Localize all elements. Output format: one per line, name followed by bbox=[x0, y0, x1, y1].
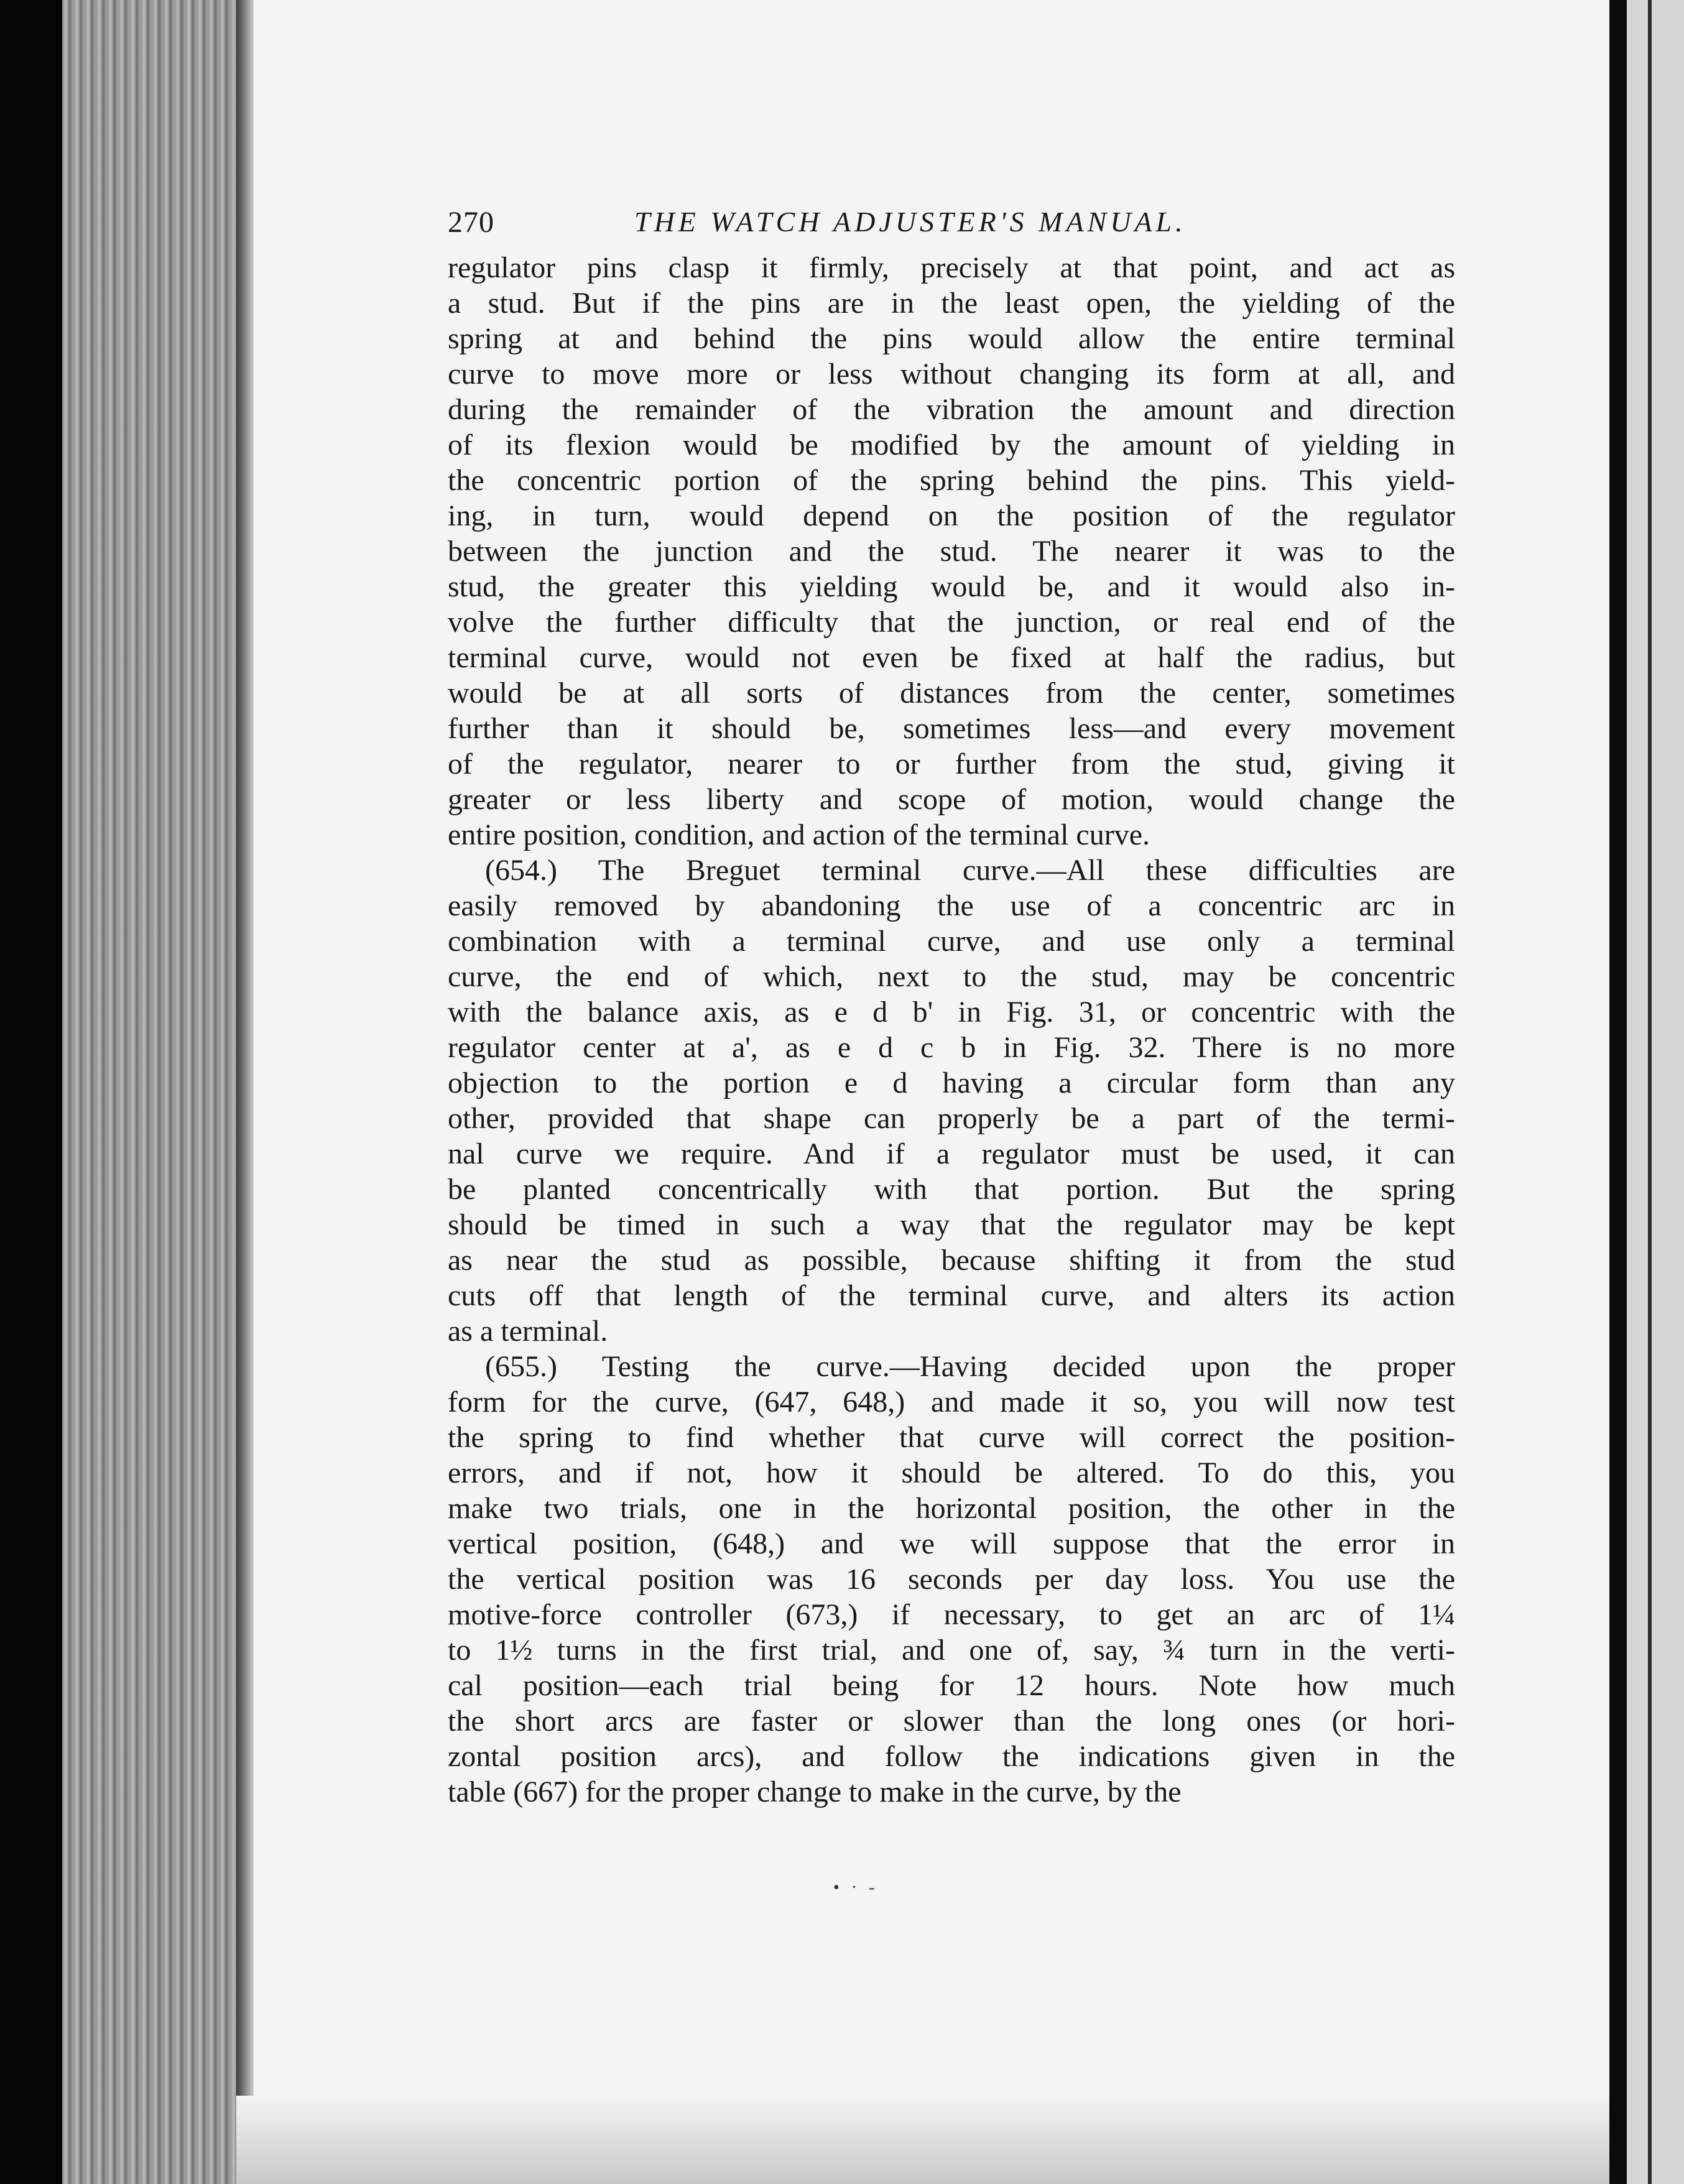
text-line: greater or less liberty and scope of motion, would change the bbox=[448, 783, 1455, 816]
text-line: should be timed in such a way that the regulator may be kept bbox=[448, 1208, 1455, 1241]
text-line: ing, in turn, would depend on the position of the regulator bbox=[448, 499, 1455, 532]
book-page bbox=[448, 205, 1455, 1810]
text-line: between the junction and the stud. The nearer it was to the bbox=[448, 535, 1455, 568]
text-line: the spring to find whether that curve will correct the position- bbox=[448, 1421, 1455, 1454]
text-line: regulator pins clasp it firmly, precisely at that point, and act as bbox=[448, 251, 1455, 284]
page-number: 270 bbox=[448, 206, 494, 239]
text-line: be planted concentrically with that portion. But the spring bbox=[448, 1173, 1455, 1206]
scan-border-left bbox=[0, 0, 62, 2184]
text-line: the short arcs are faster or slower than the long ones (or hori- bbox=[448, 1705, 1455, 1737]
text-line: terminal curve, would not even be fixed at half the radius, but bbox=[448, 641, 1455, 674]
text-line: errors, and if not, how it should be altered. To do this, you bbox=[448, 1456, 1455, 1489]
text-line: table (667) for the proper change to make in the curve, by the bbox=[448, 1775, 1182, 1808]
scan-gutter-right bbox=[1609, 0, 1627, 2184]
text-line: vertical position, (648,) and we will suppose that the error in bbox=[448, 1527, 1455, 1560]
text-line: entire position, condition, and action of the terminal curve. bbox=[448, 818, 1150, 851]
text-line: as near the stud as possible, because shifting it from the stud bbox=[448, 1244, 1455, 1277]
text-line: (654.) The Breguet terminal curve.—All these difficulties are bbox=[485, 854, 1455, 887]
text-line: (655.) Testing the curve.—Having decided upon the proper bbox=[485, 1350, 1455, 1383]
text-line: the vertical position was 16 seconds per day loss. You use the bbox=[448, 1563, 1455, 1596]
text-line: volve the further difficulty that the junction, or real end of the bbox=[448, 606, 1455, 639]
page-footer-marks: • · - bbox=[833, 1878, 879, 1897]
text-line: to 1½ turns in the first trial, and one of, say, ¾ turn in the verti- bbox=[448, 1634, 1455, 1667]
text-line: as a terminal. bbox=[448, 1315, 608, 1348]
page-header bbox=[448, 205, 1455, 250]
text-line: easily removed by abandoning the use of a concentric arc in bbox=[448, 889, 1455, 922]
text-line: combination with a terminal curve, and use only a terminal bbox=[448, 925, 1455, 958]
text-line: objection to the portion e d having a circular form than any bbox=[448, 1067, 1455, 1099]
text-line: further than it should be, sometimes less—and every movement bbox=[448, 712, 1455, 745]
text-line: zontal position arcs), and follow the indications given in the bbox=[448, 1740, 1455, 1773]
book-page-edges bbox=[62, 0, 249, 2184]
text-line: curve to move more or less without changing its form at all, and bbox=[448, 358, 1455, 391]
text-line: during the remainder of the vibration the amount and direction bbox=[448, 393, 1455, 426]
text-line: make two trials, one in the horizontal position, the other in the bbox=[448, 1492, 1455, 1525]
facing-page-line bbox=[1648, 0, 1652, 2184]
text-line: of its flexion would be modified by the amount of yielding in bbox=[448, 428, 1455, 461]
text-line: a stud. But if the pins are in the least open, the yielding of the bbox=[448, 287, 1455, 320]
text-line: stud, the greater this yielding would be, and it would also in- bbox=[448, 570, 1455, 603]
text-line: the concentric portion of the spring behind the pins. This yield- bbox=[448, 464, 1455, 497]
text-line: motive-force controller (673,) if necessary, to get an arc of 1¼ bbox=[448, 1598, 1455, 1631]
text-line: spring at and behind the pins would allow the entire terminal bbox=[448, 322, 1455, 355]
text-line: curve, the end of which, next to the stud, may be concentric bbox=[448, 960, 1455, 993]
text-line: regulator center at a', as e d c b in Fig. 32. There is no more bbox=[448, 1031, 1455, 1064]
body-text bbox=[448, 250, 1455, 1810]
text-line: cuts off that length of the terminal curve, and alters its action bbox=[448, 1279, 1455, 1312]
text-line: form for the curve, (647, 648,) and made it so, you will now test bbox=[448, 1386, 1455, 1418]
page-bottom-shadow bbox=[236, 2096, 1609, 2184]
text-line: with the balance axis, as e d b' in Fig. 31, or concentric with the bbox=[448, 996, 1455, 1029]
book-gutter-shadow bbox=[236, 0, 254, 2184]
text-line: nal curve we require. And if a regulator must be used, it can bbox=[448, 1137, 1455, 1170]
facing-page-edge bbox=[1627, 0, 1684, 2184]
text-line: other, provided that shape can properly be a part of the termi- bbox=[448, 1102, 1455, 1135]
text-line: cal position—each trial being for 12 hours. Note how much bbox=[448, 1669, 1455, 1702]
text-line: would be at all sorts of distances from the center, sometimes bbox=[448, 677, 1455, 710]
running-title: THE WATCH ADJUSTER'S MANUAL. bbox=[634, 206, 1187, 238]
text-line: of the regulator, nearer to or further from the stud, giving it bbox=[448, 747, 1455, 780]
